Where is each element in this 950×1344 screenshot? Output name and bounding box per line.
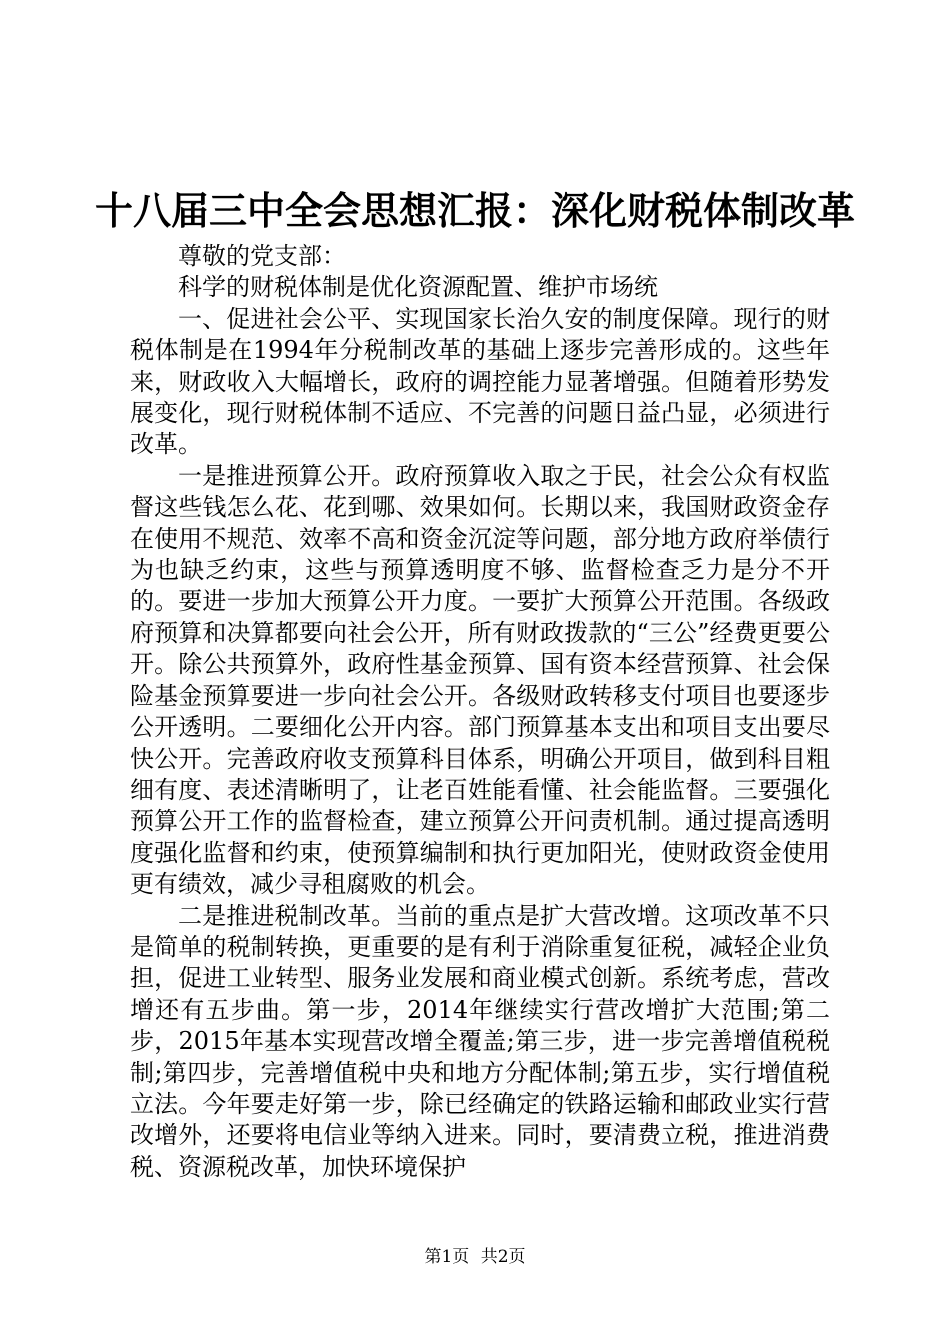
paragraph-intro: 科学的财税体制是优化资源配置、维护市场统 — [178, 273, 658, 302]
page-footer — [0, 1246, 950, 1268]
document-body — [130, 241, 830, 1183]
paragraph-tax-reform: 二是推进税制改革。当前的重点是扩大营改增。这项改革不只是简单的税制转换，更重要的是有利于消除重复征税，减轻企业负担，促进工业转型、服务业发展和商业模式创新。系统考虑，营改增还有五步曲。第一步，2014年继续实行营改增扩大范围;第二步，2015年基本实现营改增全覆盖;第三步，进一步完善增值税税制;第四步，完善增值税中央和地方分配体制;第五步，实行增值税立法。今年要走好第一步，除已经确定的铁路运输和邮政业实行营改增外，还要将电信业等纳入进来。同时，要清费立税，推进消费税、资源税改革，加快环境保护 — [130, 901, 830, 1181]
paragraph-section-one: 一、促进社会公平、实现国家长治久安的制度保障。现行的财税体制是在1994年分税制改革的基础上逐步完善形成的。这些年来，财政收入大幅增长，政府的调控能力显著增强。但随着形势发展变化，现行财税体制不适应、不完善的问题日益凸显，必须进行改革。 — [130, 304, 830, 459]
paragraph-budget-openness: 一是推进预算公开。政府预算收入取之于民，社会公众有权监督这些钱怎么花、花到哪、效果如何。长期以来，我国财政资金存在使用不规范、效率不高和资金沉淀等问题，部分地方政府举债行为也缺乏约束，这些与预算透明度不够、监督检查乏力是分不开的。要进一步加大预算公开力度。一要扩大预算公开范围。各级政府预算和决算都要向社会公开，所有财政拨款的“三公”经费更要公开。除公共预算外，政府性基金预算、国有资本经营预算、社会保险基金预算要进一步向社会公开。各级财政转移支付项目也要逐步公开透明。二要细化公开内容。部门预算基本支出和项目支出要尽快公开。完善政府收支预算科目体系，明确公开项目，做到科目粗细有度、表述清晰明了，让老百姓能看懂、社会能监督。三要强化预算公开工作的监督检查，建立预算公开问责机制。通过提高透明度强化监督和约束，使预算编制和执行更加阳光，使财政资金使用更有绩效，减少寻租腐败的机会。 — [130, 461, 830, 899]
document-title: 十八届三中全会思想汇报：深化财税体制改革 — [94, 188, 855, 233]
page-total: 共2页 — [480, 1247, 526, 1267]
salutation: 尊敬的党支部： — [178, 242, 346, 270]
page-number: 第1页 — [424, 1247, 470, 1267]
